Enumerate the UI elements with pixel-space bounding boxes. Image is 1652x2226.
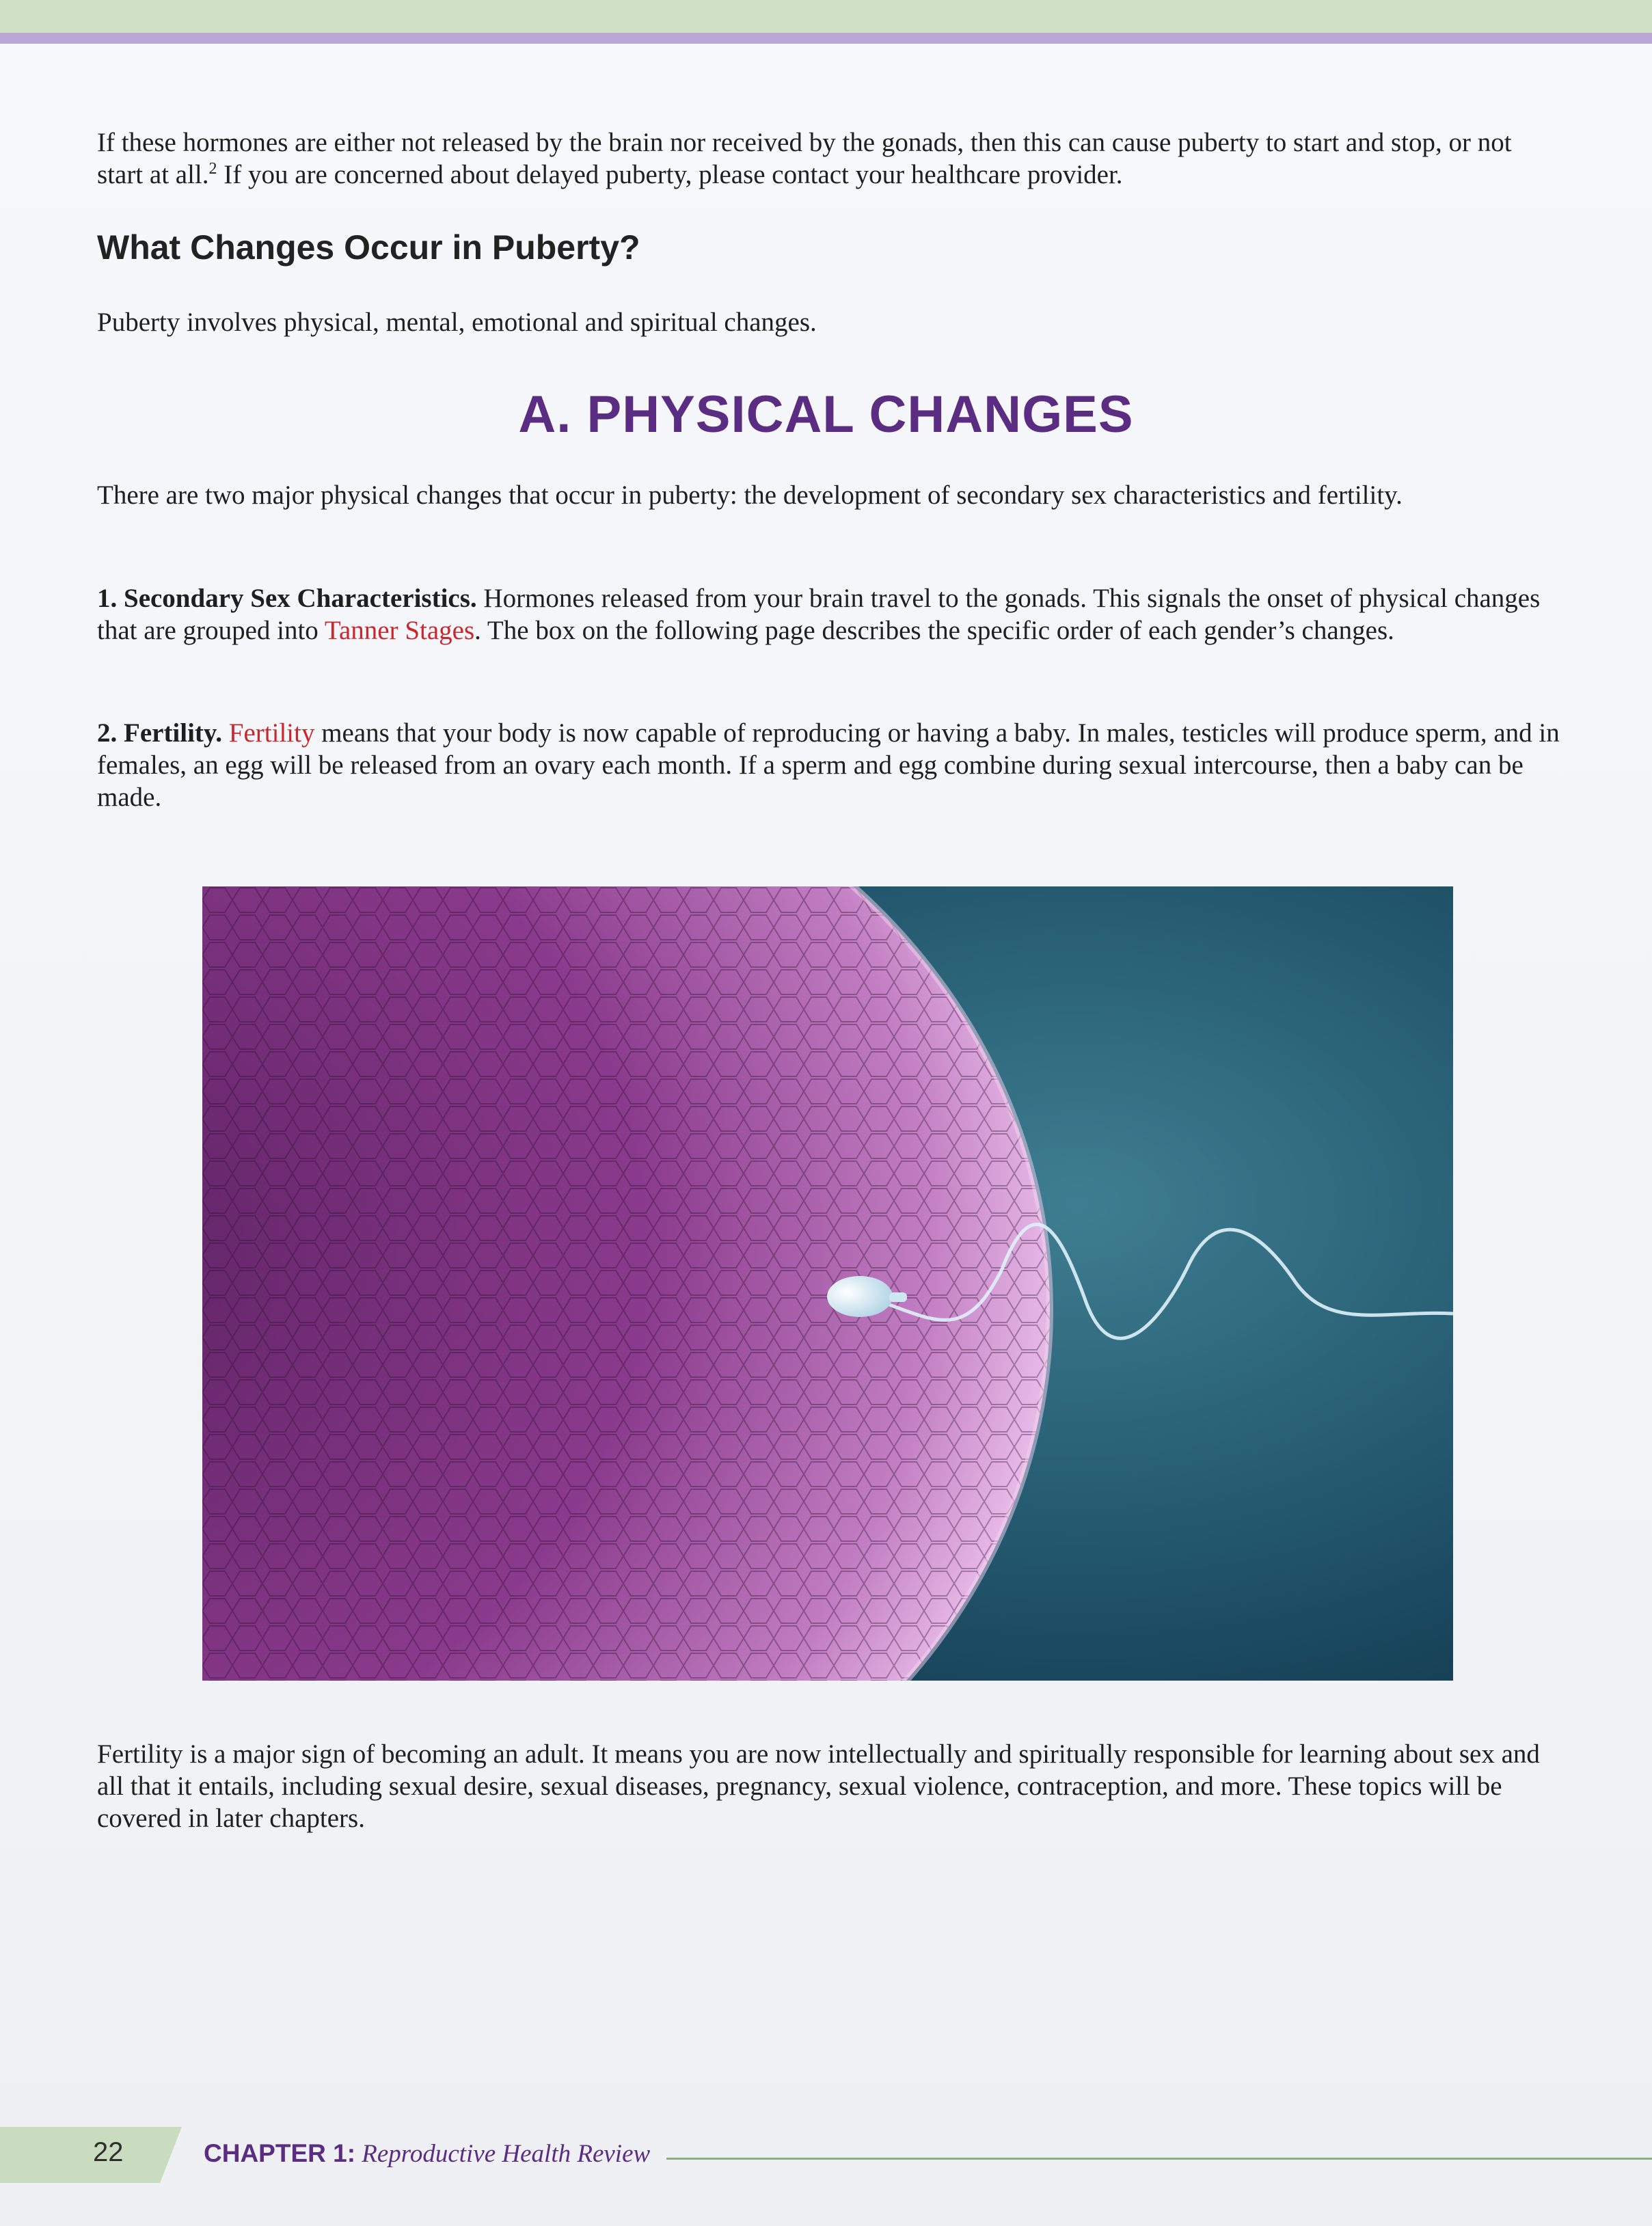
physical-intro-paragraph: There are two major physical changes that occur in puberty: the development of secondary sex characteristics and fertility.	[97, 480, 1403, 510]
footnote-marker[interactable]: 2	[208, 160, 217, 178]
item1-label: 1. Secondary Sex Characteristics.	[97, 584, 477, 613]
fertility-paragraph	[97, 717, 1560, 813]
intro-paragraph	[97, 126, 1560, 191]
item1-text-a: Hormones released from your brain travel to the gonads. This signals the onset of physical changes that are grouped into	[97, 584, 1541, 645]
puberty-intro-paragraph: Puberty involves physical, mental, emotional and spiritual changes.	[97, 308, 817, 337]
page-number: 22	[93, 2137, 124, 2167]
intro-text-1: If these hormones are either not released by the brain nor received by the gonads, then this can cause puberty to start and stop, or not start at all.	[97, 128, 1512, 189]
footer-rule	[666, 2158, 1652, 2160]
tanner-stages-link[interactable]: Tanner Stages	[324, 616, 475, 645]
top-purple-rule	[0, 33, 1652, 44]
section-heading: What Changes Occur in Puberty?	[97, 228, 640, 267]
fertility-link[interactable]: Fertility	[228, 718, 315, 748]
footer-page-tab	[0, 2127, 182, 2183]
egg-and-sperm-photo	[202, 886, 1453, 1681]
item1-text-b: . The box on the following page describes the specific order of each gender’s changes.	[474, 616, 1394, 645]
closing-paragraph: Fertility is a major sign of becoming an adult. It means you are now intellectually and spiritually responsible for learning about sex and all that it entails, including sexual desire, sexual diseases, pregnancy, sexual violence, contraception, and more. These topics will be covered in later chapters.	[97, 1739, 1540, 1833]
chapter-footer	[204, 2139, 650, 2169]
chapter-label: CHAPTER 1:	[204, 2139, 356, 2167]
top-color-band	[0, 0, 1652, 33]
item2-label: 2. Fertility.	[97, 718, 223, 748]
chapter-title: Reproductive Health Review	[355, 2140, 651, 2168]
intro-text-2: If you are concerned about delayed puberty, please contact your healthcare provider.	[217, 160, 1123, 189]
secondary-sex-characteristics-paragraph	[97, 582, 1560, 647]
physical-changes-title: A. PHYSICAL CHANGES	[518, 385, 1134, 444]
item2-text: means that your body is now capable of reproducing or having a baby. In males, testicles will produce sperm, and in females, an egg will be released from an ovary each month. If a sperm and egg combine during sexual intercourse, then a baby can be made.	[97, 718, 1560, 812]
